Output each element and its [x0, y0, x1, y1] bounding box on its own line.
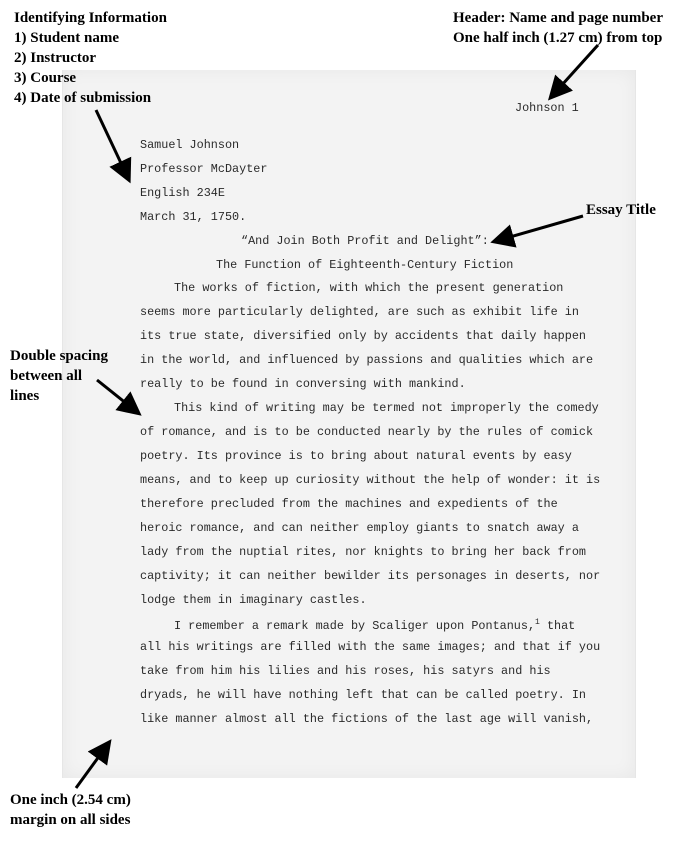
essay-title-line: The Function of Eighteenth-Century Fiction: [216, 258, 514, 272]
body-line: its true state, diversified only by accidents that daily happen: [140, 329, 586, 343]
body-line: lodge them in imaginary castles.: [140, 593, 367, 607]
heading-line: Professor McDayter: [140, 162, 268, 176]
body-line-tail: that: [539, 618, 576, 633]
body-line: therefore precluded from the machines and expedients of the: [140, 497, 558, 511]
body-line: The works of fiction, with which the present generation: [174, 281, 564, 295]
body-line: heroic romance, and can neither employ giants to snatch away a: [140, 521, 579, 535]
margin-line: margin on all sides: [10, 812, 131, 828]
heading-line: March 31, 1750.: [140, 210, 247, 224]
header-annotation-line: One half inch (1.27 cm) from top: [453, 30, 663, 46]
essay-title-annotation: Essay Title: [586, 202, 656, 218]
body-line: take from him his lilies and his roses, his satyrs and his: [140, 664, 551, 678]
heading-line: Samuel Johnson: [140, 138, 240, 152]
identifying-item: 4) Date of submission: [14, 90, 152, 106]
body-line: like manner almost all the fictions of the last age will vanish,: [140, 712, 594, 726]
double-spacing-line: lines: [10, 388, 40, 404]
body-line: captivity; it can neither bewilder its personages in deserts, nor: [140, 569, 601, 583]
margin-line: One inch (2.54 cm): [10, 792, 131, 808]
running-head: Johnson 1: [515, 101, 579, 115]
body-line: in the world, and influenced by passions and qualities which are: [140, 353, 594, 367]
body-line-with-footnote: [174, 616, 575, 633]
body-line: dryads, he will have nothing left that can be called poetry. In: [140, 688, 586, 702]
double-spacing-line: between all: [10, 368, 83, 384]
identifying-item: 3) Course: [14, 70, 77, 86]
arrow-to-margin: [76, 744, 108, 788]
body-line: of romance, and is to be conducted nearly by the rules of comick: [140, 425, 594, 439]
body-line: lady from the nuptial rites, nor knights to bring her back from: [140, 545, 586, 559]
identifying-item: 1) Student name: [14, 30, 120, 46]
header-annotation-line: Header: Name and page number: [453, 10, 663, 26]
arrow-to-running-head: [552, 45, 598, 96]
body-line: seems more particularly delighted, are such as exhibit life in: [140, 305, 579, 319]
identifying-info-heading: Identifying Information: [14, 10, 167, 26]
essay-title-line: “And Join Both Profit and Delight”:: [241, 234, 489, 248]
arrow-to-body: [97, 380, 137, 412]
body-line: means, and to keep up curiosity without the help of wonder: it is: [140, 473, 601, 487]
body-line: This kind of writing may be termed not improperly the comedy: [174, 401, 599, 415]
footnote-mark: 1: [535, 618, 540, 627]
body-line: poetry. Its province is to bring about natural events by easy: [140, 449, 572, 463]
arrow-to-header-block: [96, 110, 128, 178]
body-line: really to be found in conversing with mankind.: [140, 377, 466, 391]
body-line: all his writings are filled with the same images; and that if you: [140, 640, 601, 654]
body-line-text: I remember a remark made by Scaliger upon Pontanus,: [174, 618, 536, 633]
double-spacing-line: Double spacing: [10, 348, 108, 364]
identifying-item: 2) Instructor: [14, 50, 97, 66]
arrow-to-title: [496, 216, 583, 241]
heading-line: English 234E: [140, 186, 225, 200]
